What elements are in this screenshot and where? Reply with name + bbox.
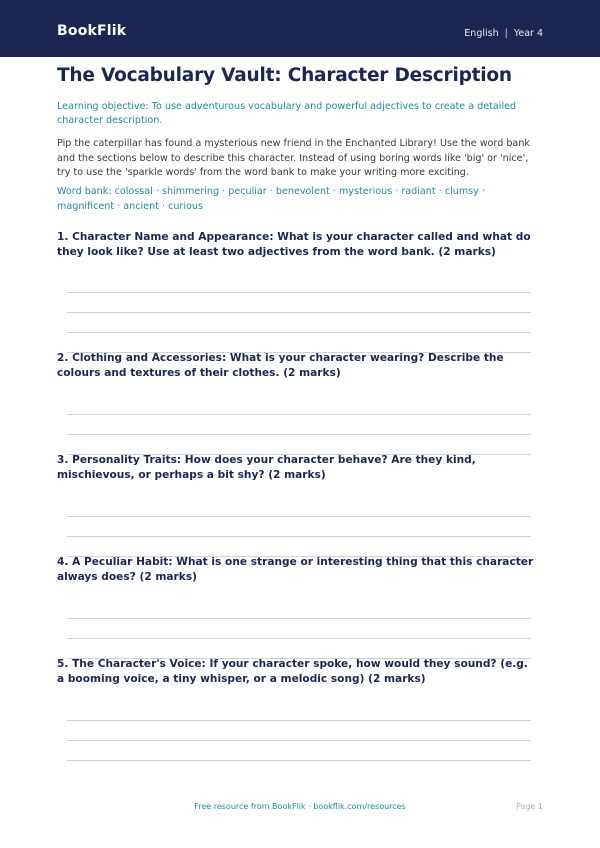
- answer-line[interactable]: [67, 638, 531, 639]
- page-number: Page 1: [516, 802, 543, 811]
- answer-line[interactable]: [67, 292, 531, 293]
- answer-line[interactable]: [67, 740, 531, 741]
- answer-line[interactable]: [67, 414, 531, 415]
- page-title: The Vocabulary Vault: Character Description: [57, 65, 512, 86]
- question-5: 5. The Character's Voice: If your character spoke, how would they sound? (e.g. a booming voice, a tiny whisper, or a melodic song) (2 marks): [57, 658, 528, 685]
- answer-line[interactable]: [67, 618, 531, 619]
- brand-logo-text: BookFlik: [57, 23, 127, 39]
- question-3: 3. Personality Traits: How does your character behave? Are they kind, mischievous, or perhaps a bit shy? (2 marks): [57, 454, 476, 481]
- answer-line[interactable]: [67, 760, 531, 761]
- answer-line[interactable]: [67, 332, 531, 333]
- answer-line[interactable]: [67, 516, 531, 517]
- answer-line[interactable]: [67, 536, 531, 537]
- header-meta: [464, 28, 543, 39]
- word-bank: Word bank: colossal · shimmering · peculiar · benevolent · mysterious · radiant · clumsy · magnificent · ancient · curious: [57, 186, 485, 212]
- answer-line[interactable]: [67, 434, 531, 435]
- question-4: 4. A Peculiar Habit: What is one strange or interesting thing that this character always does? (2 marks): [57, 556, 534, 583]
- answer-line[interactable]: [67, 312, 531, 313]
- question-2: 2. Clothing and Accessories: What is your character wearing? Describe the colours and textures of their clothes. (2 marks): [57, 352, 504, 379]
- answer-line[interactable]: [67, 720, 531, 721]
- page-header: [0, 0, 600, 57]
- subject-label: English: [464, 28, 499, 39]
- footer-link[interactable]: Free resource from BookFlik · bookflik.com/resources: [194, 802, 406, 811]
- year-label: Year 4: [513, 28, 543, 39]
- question-1: 1. Character Name and Appearance: What is your character called and what do they look like? Use at least two adjectives from the word bank. (2 marks): [57, 231, 531, 258]
- intro-paragraph: Pip the caterpillar has found a mysterious new friend in the Enchanted Library! Use the word bank and the sections below to describe this character. Instead of using boring words like 'big' or 'nice', try to use the 'sparkle words' from the word bank to make your writing more exciting.: [57, 138, 530, 178]
- learning-objective: Learning objective: To use adventurous vocabulary and powerful adjectives to create a detailed character description.: [57, 101, 517, 126]
- header-separator: |: [504, 28, 508, 39]
